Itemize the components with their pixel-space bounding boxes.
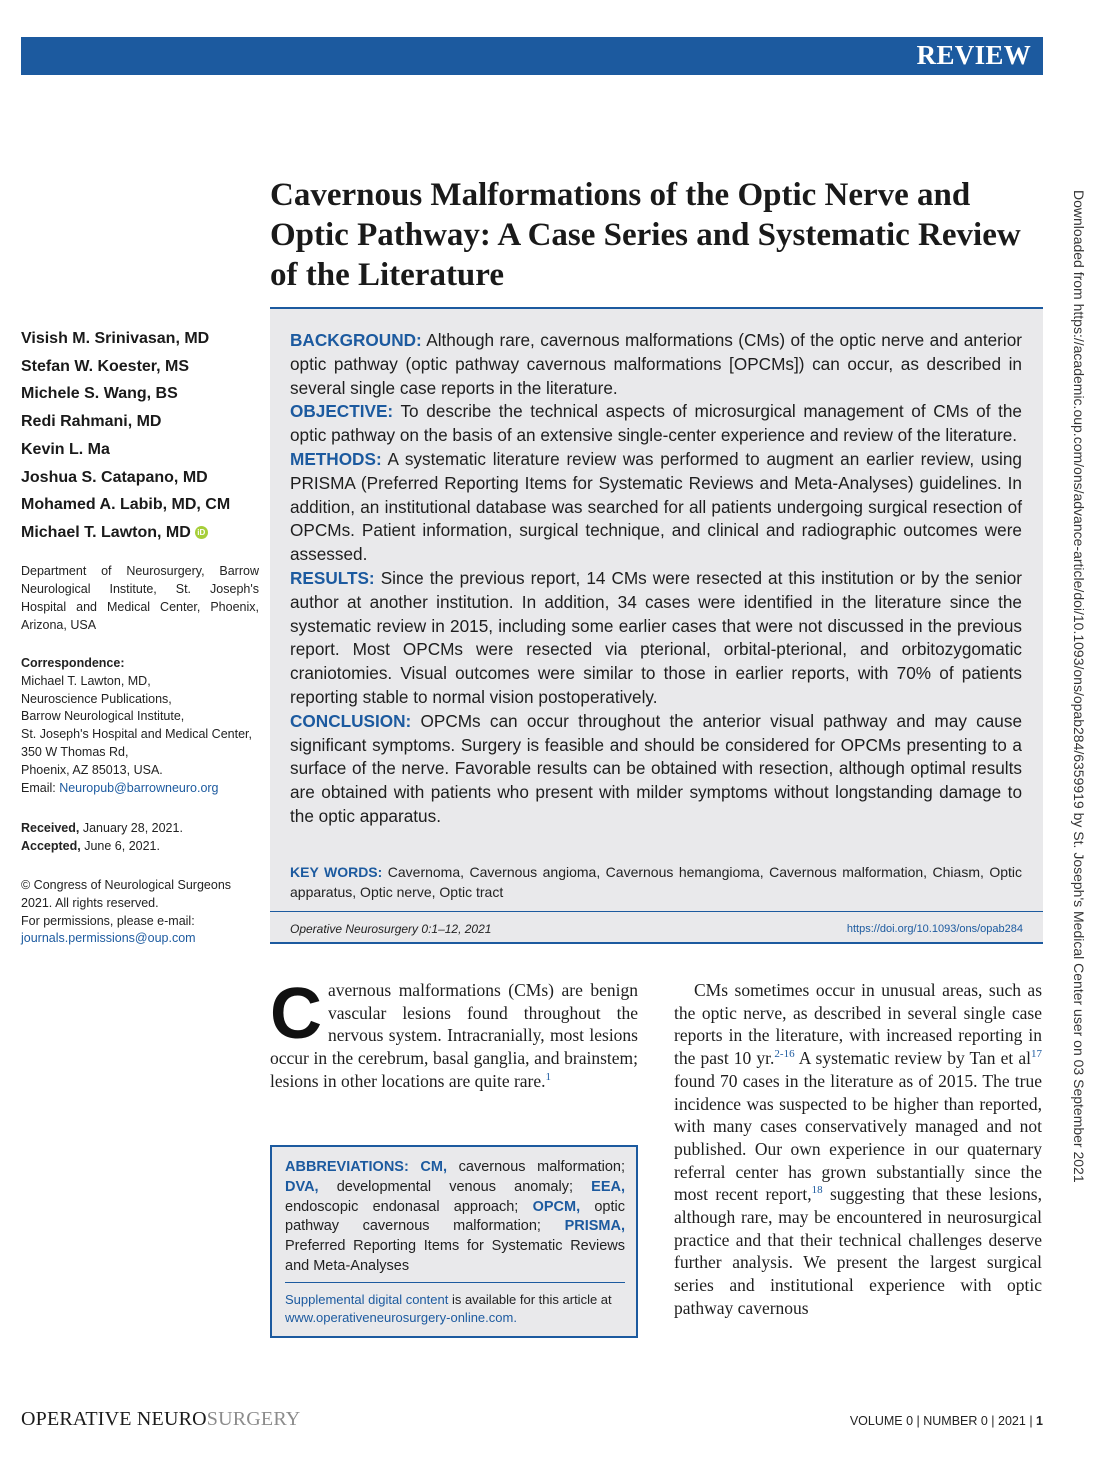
abbreviation-def: cavernous malformation; — [447, 1159, 625, 1175]
citation-link[interactable]: 18 — [811, 1184, 823, 1197]
author[interactable] — [21, 353, 266, 381]
body-paragraph: CMs sometimes occur in unusual areas, such as the optic nerve, as described in several single case reports in the literature, with increased reporting in the past 10 yr.$^{2-16}$ A systematic review by Tan et $al^{17}$ found 70 cases in the literature as of 2015. The true incidence was suspected to be higher than reported, with many cases conservatively managed and not published. Our own experience in our quaternary referral center has grown substantially since the most recent report,$^{18}$ suggesting that these lesions, although rare, may be encountered in neurosurgical practice and that their technical challenges deserve further analysis. We present the largest surgical series and institutional experience with optic pathway cavernous — [674, 980, 1042, 1318]
author[interactable] — [21, 491, 266, 519]
author-name[interactable]: Michele S. Wang, BS — [21, 385, 178, 403]
author-list — [21, 325, 266, 547]
issue-number: NUMBER 0 — [923, 1414, 988, 1428]
author[interactable] — [21, 519, 266, 547]
accepted-date: June 6, 2021. — [80, 839, 160, 853]
affiliation: Department of Neurosurgery, Barrow Neurological Institute, St. Joseph's Hospital and Medical Center, Phoenix, Arizona, USA — [21, 564, 259, 632]
author-name[interactable]: Mohamed A. Labib, MD, CM — [21, 496, 231, 514]
page-number: 1 — [1036, 1414, 1043, 1428]
abbreviation-def: endoscopic endonasal approach; — [285, 1198, 533, 1215]
abstract-body — [290, 329, 1022, 829]
abstract-conclusion: CONCLUSION: OPCMs can occur throughout the anterior visual pathway and may cause significant symptoms. Surgery is feasible and should be considered for OPCMs presenting to a surface of the nerve. Favorable results can be obtained with resection, although optimal results are obtained with patients who present with milder symptoms without longstanding damage to the optic apparatus. — [290, 710, 1022, 826]
journal-name: OPERATIVE NEUROSURGERY — [21, 1408, 301, 1430]
supplemental-note: Supplemental digital content is available for this article at www.operativeneurosurgery-online.com. — [285, 1292, 612, 1325]
abstract-results: RESULTS: Since the previous report, 14 CMs were resected at this institution or by the senior author at another institution. In addition, 34 cases were identified in the literature since the systematic review in 2015, including some earlier cases that were not discussed in the previous report. Most OPCMs were resected via pterional, orbital-pterional, and orbitozygomatic craniotomies. Visual outcomes were similar to those in earlier reports, with 70% of patients reporting stable to normal vision postoperatively. — [290, 567, 1022, 707]
author[interactable] — [21, 464, 266, 492]
citation-link[interactable]: 2-16 — [774, 1048, 795, 1061]
section-banner — [21, 37, 1043, 75]
received-date: January 28, 2021. — [79, 821, 183, 835]
article-dates — [21, 819, 266, 855]
abbreviation-def: Preferred Reporting Items for Systematic Reviews and Meta-Analyses — [285, 1238, 625, 1274]
correspondence-line: Barrow Neurological Institute, — [21, 709, 185, 724]
section-label: REVIEW — [916, 40, 1031, 70]
drop-cap: C — [270, 974, 322, 1054]
abbreviations-divider — [285, 1282, 625, 1283]
correspondence-line: Michael T. Lawton, MD, — [21, 673, 151, 688]
author-name[interactable]: Michael T. Lawton, MD — [21, 523, 191, 541]
correspondence-line: 350 W Thomas Rd, — [21, 744, 129, 759]
author-name[interactable]: Kevin L. Ma — [21, 440, 110, 458]
year: 2021 — [998, 1414, 1026, 1428]
correspondence-line: Neuroscience Publications, — [21, 691, 172, 706]
abbreviation: CM, — [420, 1159, 448, 1175]
author-name[interactable]: Visish M. Srinivasan, MD — [21, 330, 210, 347]
received-label: Received, — [21, 821, 80, 835]
abbreviations-label: ABBREVIATIONS: — [285, 1159, 409, 1175]
orcid-icon[interactable]: iD — [195, 526, 208, 539]
abbreviations-box — [270, 1145, 638, 1338]
copyright-line: For permissions, please e-mail: — [21, 913, 195, 928]
doi-link[interactable]: https://doi.org/10.1093/ons/opab284 — [846, 923, 1023, 935]
correspondence — [21, 655, 266, 797]
correspondence-label: Correspondence: — [21, 656, 125, 670]
author[interactable] — [21, 436, 266, 464]
abbreviations-list — [285, 1158, 625, 1277]
author-name[interactable]: Joshua S. Catapano, MD — [21, 468, 208, 486]
abstract-divider — [270, 911, 1043, 912]
abbreviation-def: optic pathway cavernous malformation; — [285, 1198, 625, 1235]
correspondence-email: Email: Neuropub@barrowneuro.org — [21, 780, 219, 795]
abbreviation: PRISMA, — [564, 1218, 625, 1235]
abbreviation-def: developmental venous anomaly; — [318, 1178, 592, 1195]
journal-website-link[interactable]: www.operativeneurosurgery-online.com. — [285, 1310, 517, 1325]
abbreviation: OPCM, — [532, 1198, 581, 1215]
author[interactable] — [21, 325, 266, 353]
citation-link[interactable]: 17 — [1031, 1048, 1042, 1061]
body-column-1 — [270, 974, 638, 1093]
abstract-methods: METHODS: A systematic literature review was performed to augment an earlier review, using PRISMA (Preferred Reporting Items for Systematic Reviews and Meta-Analyses) guidelines. In addition, an institutional database was searched for all patients undergoing surgical resection of OPCMs. Patient information, surgical technique, and clinical and radiographic outcomes were assessed. — [290, 448, 1022, 565]
citation-link[interactable]: 1 — [545, 1070, 552, 1083]
body-column-2 — [674, 979, 1042, 1320]
supplemental-link[interactable]: Supplemental digital content — [285, 1292, 449, 1307]
keywords-list: Cavernoma, Cavernous angioma, Cavernous hemangioma, Cavernous malformation, Chiasm, Optic apparatus, Optic nerve, Optic tract — [290, 864, 1022, 900]
keywords — [290, 862, 1022, 902]
abbreviation: DVA, — [285, 1178, 319, 1195]
copyright-line: 2021. All rights reserved. — [21, 895, 159, 910]
author-name[interactable]: Stefan W. Koester, MS — [21, 357, 190, 375]
article-title: Cavernous Malformations of the Optic Nerve and Optic Pathway: A Case Series and Systematic Review of the Literature — [270, 177, 1021, 293]
abstract-box — [270, 307, 1043, 944]
abbreviation: EEA, — [591, 1178, 625, 1195]
download-note: Downloaded from https://academic.oup.com/ons/advance-article/doi/10.1093/ons/opab284/6359919 by St. Joseph's Medical Center user on 03 September 2021 — [1071, 190, 1087, 1183]
volume: VOLUME 0 — [849, 1414, 914, 1428]
correspondence-line: Phoenix, AZ 85013, USA. — [21, 762, 163, 777]
copyright-line: © Congress of Neurological Surgeons — [21, 878, 232, 892]
author-name[interactable]: Redi Rahmani, MD — [21, 413, 162, 431]
page-info: VOLUME 0 | NUMBER 0 | 2021 | 1 — [849, 1414, 1043, 1428]
author[interactable] — [21, 408, 266, 436]
author[interactable] — [21, 380, 266, 408]
copyright — [21, 877, 266, 948]
accepted-label: Accepted, — [21, 839, 81, 853]
body-paragraph: avernous malformations (CMs) are benign vascular lesions found throughout the nervous system. Intracranially, most lesions occur in the cerebrum, basal ganglia, and brainstem; lesions in other locations are quite rare. — [270, 980, 638, 1091]
journal-citation: Operative Neurosurgery 0:1–12, 2021 — [290, 922, 492, 936]
correspondence-line: St. Joseph's Hospital and Medical Center, — [21, 727, 252, 742]
permissions-email-link[interactable]: journals.permissions@oup.com — [21, 931, 196, 946]
email-link[interactable]: Neuropub@barrowneuro.org — [59, 780, 219, 795]
abstract-background: BACKGROUND: Although rare, cavernous malformations (CMs) of the optic nerve and anterior optic pathway (optic pathway cavernous malformations [OPCMs]) can occur, as described in several single case reports in the literature. — [290, 330, 1022, 398]
abstract-objective: OBJECTIVE: To describe the technical aspects of microsurgical management of CMs of the optic pathway on the basis of an extensive single-center experience and review of the literature. — [290, 401, 1022, 446]
keywords-label: KEY WORDS: — [290, 864, 383, 880]
